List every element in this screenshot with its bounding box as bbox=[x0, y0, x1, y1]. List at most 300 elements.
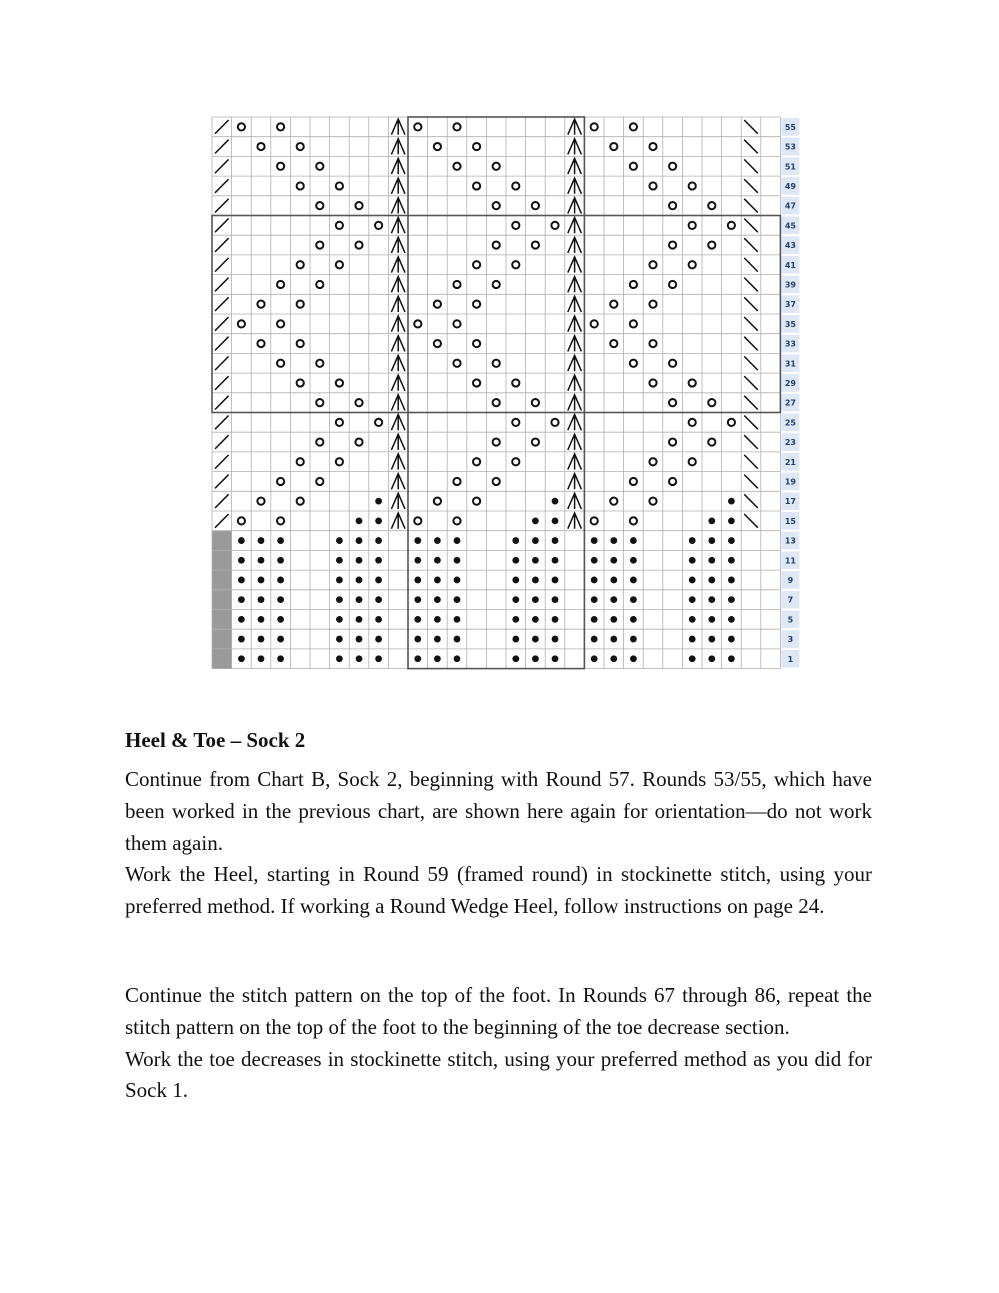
purl-symbol bbox=[689, 636, 696, 643]
purl-symbol bbox=[414, 557, 421, 564]
purl-symbol bbox=[375, 636, 382, 643]
section-heading: Heel & Toe – Sock 2 bbox=[125, 728, 306, 752]
purl-symbol bbox=[356, 557, 363, 564]
central-double-decrease-symbol bbox=[568, 198, 582, 214]
round-label: 19 bbox=[784, 477, 796, 487]
yarn-over-symbol bbox=[610, 340, 617, 347]
yarn-over-symbol bbox=[669, 281, 676, 288]
yarn-over-symbol bbox=[591, 320, 598, 327]
purl-symbol bbox=[610, 596, 617, 603]
central-double-decrease-symbol bbox=[391, 434, 405, 450]
purl-symbol bbox=[277, 616, 284, 623]
central-double-decrease-symbol bbox=[391, 178, 405, 194]
purl-symbol bbox=[630, 616, 637, 623]
purl-symbol bbox=[512, 655, 519, 662]
yarn-over-symbol bbox=[316, 478, 323, 485]
purl-symbol bbox=[532, 517, 539, 524]
no-stitch-cell bbox=[212, 550, 232, 570]
left-decrease-symbol bbox=[744, 356, 758, 370]
round-label: 9 bbox=[787, 575, 794, 585]
purl-symbol bbox=[336, 596, 343, 603]
central-double-decrease-symbol bbox=[568, 395, 582, 411]
round-label: 49 bbox=[784, 181, 796, 191]
yarn-over-symbol bbox=[630, 123, 637, 130]
yarn-over-symbol bbox=[473, 301, 480, 308]
purl-symbol bbox=[238, 636, 245, 643]
yarn-over-symbol bbox=[453, 163, 460, 170]
central-double-decrease-symbol bbox=[391, 395, 405, 411]
central-double-decrease-symbol bbox=[568, 316, 582, 332]
purl-symbol bbox=[591, 616, 598, 623]
yarn-over-symbol bbox=[493, 281, 500, 288]
purl-symbol bbox=[434, 537, 441, 544]
purl-symbol bbox=[434, 596, 441, 603]
right-decrease-symbol bbox=[215, 317, 229, 331]
purl-symbol bbox=[434, 557, 441, 564]
purl-symbol bbox=[414, 577, 421, 584]
yarn-over-symbol bbox=[630, 360, 637, 367]
purl-symbol bbox=[708, 655, 715, 662]
purl-symbol bbox=[375, 498, 382, 505]
yarn-over-symbol bbox=[453, 360, 460, 367]
round-label: 21 bbox=[784, 457, 796, 467]
right-decrease-symbol bbox=[215, 120, 229, 134]
right-decrease-symbol bbox=[215, 455, 229, 469]
purl-symbol bbox=[336, 616, 343, 623]
round-label: 47 bbox=[784, 201, 796, 211]
yarn-over-symbol bbox=[689, 222, 696, 229]
yarn-over-symbol bbox=[414, 517, 421, 524]
yarn-over-symbol bbox=[532, 438, 539, 445]
yarn-over-symbol bbox=[473, 340, 480, 347]
central-double-decrease-symbol bbox=[568, 139, 582, 155]
purl-symbol bbox=[552, 636, 559, 643]
yarn-over-symbol bbox=[551, 419, 558, 426]
central-double-decrease-symbol bbox=[391, 296, 405, 312]
yarn-over-symbol bbox=[355, 399, 362, 406]
purl-symbol bbox=[728, 577, 735, 584]
purl-symbol bbox=[591, 577, 598, 584]
purl-symbol bbox=[532, 577, 539, 584]
central-double-decrease-symbol bbox=[568, 158, 582, 174]
yarn-over-symbol bbox=[434, 340, 441, 347]
round-label: 55 bbox=[784, 122, 796, 132]
purl-symbol bbox=[552, 577, 559, 584]
yarn-over-symbol bbox=[649, 498, 656, 505]
purl-symbol bbox=[532, 596, 539, 603]
yarn-over-symbol bbox=[297, 143, 304, 150]
round-label: 7 bbox=[787, 595, 794, 605]
purl-symbol bbox=[336, 537, 343, 544]
yarn-over-symbol bbox=[689, 182, 696, 189]
yarn-over-symbol bbox=[277, 320, 284, 327]
purl-symbol bbox=[532, 616, 539, 623]
yarn-over-symbol bbox=[708, 241, 715, 248]
right-decrease-symbol bbox=[215, 238, 229, 252]
purl-symbol bbox=[356, 537, 363, 544]
yarn-over-symbol bbox=[316, 241, 323, 248]
right-decrease-symbol bbox=[215, 219, 229, 233]
yarn-over-symbol bbox=[297, 498, 304, 505]
yarn-over-symbol bbox=[277, 123, 284, 130]
yarn-over-symbol bbox=[453, 320, 460, 327]
yarn-over-symbol bbox=[649, 143, 656, 150]
purl-symbol bbox=[630, 577, 637, 584]
left-decrease-symbol bbox=[744, 297, 758, 311]
yarn-over-symbol bbox=[591, 123, 598, 130]
no-stitch-cell bbox=[212, 570, 232, 590]
yarn-over-symbol bbox=[669, 241, 676, 248]
paragraph-heel: Work the Heel, starting in Round 59 (framed round) in stockinette stitch, using your preferred method. If working a Round Wedge Heel, follow instructions on page 24. bbox=[125, 862, 872, 919]
purl-symbol bbox=[277, 636, 284, 643]
purl-symbol bbox=[238, 557, 245, 564]
round-label: 45 bbox=[784, 221, 796, 231]
purl-symbol bbox=[630, 636, 637, 643]
right-decrease-symbol bbox=[215, 416, 229, 430]
yarn-over-symbol bbox=[316, 202, 323, 209]
yarn-over-symbol bbox=[316, 281, 323, 288]
yarn-over-symbol bbox=[728, 222, 735, 229]
right-decrease-symbol bbox=[215, 475, 229, 489]
yarn-over-symbol bbox=[297, 261, 304, 268]
no-stitch-cell bbox=[212, 629, 232, 649]
left-decrease-symbol bbox=[744, 219, 758, 233]
round-label: 27 bbox=[784, 398, 796, 408]
purl-symbol bbox=[277, 577, 284, 584]
central-double-decrease-symbol bbox=[568, 237, 582, 253]
left-decrease-symbol bbox=[744, 258, 758, 272]
yarn-over-symbol bbox=[434, 143, 441, 150]
no-stitch-cell bbox=[212, 649, 232, 669]
purl-symbol bbox=[708, 537, 715, 544]
purl-symbol bbox=[610, 655, 617, 662]
purl-symbol bbox=[375, 517, 382, 524]
purl-symbol bbox=[356, 655, 363, 662]
purl-symbol bbox=[454, 577, 461, 584]
yarn-over-symbol bbox=[336, 379, 343, 386]
purl-symbol bbox=[610, 616, 617, 623]
purl-symbol bbox=[728, 517, 735, 524]
purl-symbol bbox=[238, 537, 245, 544]
purl-symbol bbox=[708, 517, 715, 524]
purl-symbol bbox=[512, 577, 519, 584]
left-decrease-symbol bbox=[744, 475, 758, 489]
yarn-over-symbol bbox=[297, 182, 304, 189]
yarn-over-symbol bbox=[257, 301, 264, 308]
round-label: 1 bbox=[787, 654, 794, 664]
yarn-over-symbol bbox=[316, 163, 323, 170]
yarn-over-symbol bbox=[689, 379, 696, 386]
purl-symbol bbox=[552, 655, 559, 662]
purl-symbol bbox=[414, 616, 421, 623]
purl-symbol bbox=[454, 537, 461, 544]
right-decrease-symbol bbox=[215, 376, 229, 390]
purl-symbol bbox=[728, 557, 735, 564]
central-double-decrease-symbol bbox=[568, 355, 582, 371]
yarn-over-symbol bbox=[473, 498, 480, 505]
yarn-over-symbol bbox=[473, 143, 480, 150]
purl-symbol bbox=[454, 557, 461, 564]
purl-symbol bbox=[630, 537, 637, 544]
yarn-over-symbol bbox=[277, 517, 284, 524]
yarn-over-symbol bbox=[493, 478, 500, 485]
yarn-over-symbol bbox=[277, 360, 284, 367]
yarn-over-symbol bbox=[453, 281, 460, 288]
yarn-over-symbol bbox=[297, 340, 304, 347]
right-decrease-symbol bbox=[215, 337, 229, 351]
purl-symbol bbox=[356, 517, 363, 524]
yarn-over-symbol bbox=[336, 182, 343, 189]
central-double-decrease-symbol bbox=[568, 513, 582, 529]
left-decrease-symbol bbox=[744, 416, 758, 430]
left-decrease-symbol bbox=[744, 199, 758, 213]
purl-symbol bbox=[591, 557, 598, 564]
purl-symbol bbox=[454, 636, 461, 643]
purl-symbol bbox=[532, 557, 539, 564]
yarn-over-symbol bbox=[493, 202, 500, 209]
purl-symbol bbox=[591, 596, 598, 603]
purl-symbol bbox=[258, 596, 265, 603]
purl-symbol bbox=[708, 557, 715, 564]
purl-symbol bbox=[689, 557, 696, 564]
yarn-over-symbol bbox=[375, 222, 382, 229]
yarn-over-symbol bbox=[257, 143, 264, 150]
purl-symbol bbox=[414, 655, 421, 662]
right-decrease-symbol bbox=[215, 396, 229, 410]
purl-symbol bbox=[414, 537, 421, 544]
purl-symbol bbox=[375, 596, 382, 603]
central-double-decrease-symbol bbox=[391, 493, 405, 509]
right-decrease-symbol bbox=[215, 297, 229, 311]
yarn-over-symbol bbox=[512, 222, 519, 229]
round-label: 39 bbox=[784, 280, 796, 290]
left-decrease-symbol bbox=[744, 494, 758, 508]
paragraph-stitch-pattern: Continue the stitch pattern on the top of the foot. In Rounds 67 through 86, repeat the stitch pattern on the top of the foot to the beginning of the toe decrease section. bbox=[125, 983, 872, 1039]
yarn-over-symbol bbox=[493, 438, 500, 445]
yarn-over-symbol bbox=[336, 222, 343, 229]
central-double-decrease-symbol bbox=[568, 336, 582, 352]
purl-symbol bbox=[552, 616, 559, 623]
yarn-over-symbol bbox=[297, 458, 304, 465]
purl-symbol bbox=[532, 636, 539, 643]
purl-symbol bbox=[512, 616, 519, 623]
round-label: 43 bbox=[784, 241, 796, 251]
purl-symbol bbox=[630, 596, 637, 603]
purl-symbol bbox=[336, 655, 343, 662]
yarn-over-symbol bbox=[630, 281, 637, 288]
yarn-over-symbol bbox=[336, 419, 343, 426]
purl-symbol bbox=[434, 577, 441, 584]
right-decrease-symbol bbox=[215, 140, 229, 154]
purl-symbol bbox=[238, 655, 245, 662]
purl-symbol bbox=[277, 557, 284, 564]
central-double-decrease-symbol bbox=[391, 513, 405, 529]
right-decrease-symbol bbox=[215, 278, 229, 292]
left-decrease-symbol bbox=[744, 140, 758, 154]
purl-symbol bbox=[258, 557, 265, 564]
central-double-decrease-symbol bbox=[391, 237, 405, 253]
purl-symbol bbox=[238, 596, 245, 603]
purl-symbol bbox=[258, 655, 265, 662]
central-double-decrease-symbol bbox=[391, 158, 405, 174]
yarn-over-symbol bbox=[257, 498, 264, 505]
yarn-over-symbol bbox=[355, 202, 362, 209]
central-double-decrease-symbol bbox=[568, 296, 582, 312]
yarn-over-symbol bbox=[689, 261, 696, 268]
purl-symbol bbox=[375, 537, 382, 544]
instructions-block-2 bbox=[125, 980, 872, 1107]
yarn-over-symbol bbox=[669, 478, 676, 485]
purl-symbol bbox=[689, 577, 696, 584]
yarn-over-symbol bbox=[277, 478, 284, 485]
purl-symbol bbox=[336, 577, 343, 584]
yarn-over-symbol bbox=[649, 340, 656, 347]
left-decrease-symbol bbox=[744, 278, 758, 292]
central-double-decrease-symbol bbox=[391, 316, 405, 332]
yarn-over-symbol bbox=[316, 438, 323, 445]
yarn-over-symbol bbox=[708, 202, 715, 209]
central-double-decrease-symbol bbox=[391, 375, 405, 391]
central-double-decrease-symbol bbox=[568, 434, 582, 450]
yarn-over-symbol bbox=[355, 438, 362, 445]
purl-symbol bbox=[630, 655, 637, 662]
central-double-decrease-symbol bbox=[391, 336, 405, 352]
round-label: 51 bbox=[784, 162, 796, 172]
yarn-over-symbol bbox=[453, 123, 460, 130]
central-double-decrease-symbol bbox=[568, 415, 582, 431]
purl-symbol bbox=[512, 537, 519, 544]
purl-symbol bbox=[512, 636, 519, 643]
right-decrease-symbol bbox=[215, 514, 229, 528]
central-double-decrease-symbol bbox=[391, 454, 405, 470]
yarn-over-symbol bbox=[512, 182, 519, 189]
yarn-over-symbol bbox=[297, 379, 304, 386]
purl-symbol bbox=[277, 596, 284, 603]
purl-symbol bbox=[336, 636, 343, 643]
yarn-over-symbol bbox=[493, 399, 500, 406]
purl-symbol bbox=[258, 616, 265, 623]
purl-symbol bbox=[728, 537, 735, 544]
paragraph-continue: Continue from Chart B, Sock 2, beginning with Round 57. Rounds 53/55, which have been worked in the previous chart, are shown here again for orientation—do not work them again. bbox=[125, 767, 872, 855]
left-decrease-symbol bbox=[744, 159, 758, 173]
purl-symbol bbox=[591, 655, 598, 662]
yarn-over-symbol bbox=[355, 241, 362, 248]
no-stitch-cell bbox=[212, 590, 232, 610]
right-decrease-symbol bbox=[215, 179, 229, 193]
yarn-over-symbol bbox=[493, 163, 500, 170]
central-double-decrease-symbol bbox=[391, 277, 405, 293]
purl-symbol bbox=[375, 557, 382, 564]
purl-symbol bbox=[336, 557, 343, 564]
purl-symbol bbox=[591, 537, 598, 544]
purl-symbol bbox=[356, 577, 363, 584]
left-decrease-symbol bbox=[744, 376, 758, 390]
central-double-decrease-symbol bbox=[568, 119, 582, 135]
purl-symbol bbox=[552, 596, 559, 603]
paragraph-toe: Work the toe decreases in stockinette stitch, using your preferred method as you did for Sock 1. bbox=[125, 1046, 872, 1103]
yarn-over-symbol bbox=[630, 163, 637, 170]
round-label: 23 bbox=[784, 438, 796, 448]
central-double-decrease-symbol bbox=[391, 198, 405, 214]
purl-symbol bbox=[552, 537, 559, 544]
round-label: 13 bbox=[784, 536, 796, 546]
yarn-over-symbol bbox=[453, 478, 460, 485]
purl-symbol bbox=[356, 636, 363, 643]
right-decrease-symbol bbox=[215, 199, 229, 213]
yarn-over-symbol bbox=[336, 261, 343, 268]
yarn-over-symbol bbox=[473, 261, 480, 268]
purl-symbol bbox=[258, 636, 265, 643]
yarn-over-symbol bbox=[532, 399, 539, 406]
yarn-over-symbol bbox=[297, 301, 304, 308]
yarn-over-symbol bbox=[257, 340, 264, 347]
purl-symbol bbox=[375, 655, 382, 662]
purl-symbol bbox=[610, 537, 617, 544]
purl-symbol bbox=[689, 596, 696, 603]
yarn-over-symbol bbox=[316, 399, 323, 406]
yarn-over-symbol bbox=[512, 261, 519, 268]
yarn-over-symbol bbox=[689, 419, 696, 426]
purl-symbol bbox=[630, 557, 637, 564]
purl-symbol bbox=[434, 655, 441, 662]
round-label: 37 bbox=[784, 300, 796, 310]
yarn-over-symbol bbox=[512, 419, 519, 426]
round-label: 41 bbox=[784, 260, 796, 270]
yarn-over-symbol bbox=[473, 182, 480, 189]
yarn-over-symbol bbox=[532, 202, 539, 209]
left-decrease-symbol bbox=[744, 179, 758, 193]
purl-symbol bbox=[454, 596, 461, 603]
yarn-over-symbol bbox=[473, 379, 480, 386]
purl-symbol bbox=[610, 577, 617, 584]
yarn-over-symbol bbox=[649, 261, 656, 268]
central-double-decrease-symbol bbox=[391, 415, 405, 431]
right-decrease-symbol bbox=[215, 159, 229, 173]
purl-symbol bbox=[414, 636, 421, 643]
central-double-decrease-symbol bbox=[568, 178, 582, 194]
purl-symbol bbox=[708, 577, 715, 584]
yarn-over-symbol bbox=[649, 379, 656, 386]
yarn-over-symbol bbox=[316, 360, 323, 367]
round-label: 35 bbox=[784, 319, 796, 329]
purl-symbol bbox=[728, 636, 735, 643]
yarn-over-symbol bbox=[512, 379, 519, 386]
yarn-over-symbol bbox=[277, 281, 284, 288]
central-double-decrease-symbol bbox=[568, 474, 582, 490]
yarn-over-symbol bbox=[610, 301, 617, 308]
round-label: 25 bbox=[784, 418, 796, 428]
purl-symbol bbox=[512, 557, 519, 564]
yarn-over-symbol bbox=[610, 498, 617, 505]
yarn-over-symbol bbox=[238, 517, 245, 524]
yarn-over-symbol bbox=[649, 182, 656, 189]
purl-symbol bbox=[689, 655, 696, 662]
left-decrease-symbol bbox=[744, 514, 758, 528]
yarn-over-symbol bbox=[434, 498, 441, 505]
yarn-over-symbol bbox=[532, 241, 539, 248]
yarn-over-symbol bbox=[708, 438, 715, 445]
central-double-decrease-symbol bbox=[391, 257, 405, 273]
central-double-decrease-symbol bbox=[391, 119, 405, 135]
right-decrease-symbol bbox=[215, 356, 229, 370]
purl-symbol bbox=[708, 636, 715, 643]
purl-symbol bbox=[277, 655, 284, 662]
right-decrease-symbol bbox=[215, 435, 229, 449]
yarn-over-symbol bbox=[238, 320, 245, 327]
yarn-over-symbol bbox=[375, 419, 382, 426]
round-label: 17 bbox=[784, 497, 796, 507]
yarn-over-symbol bbox=[473, 458, 480, 465]
